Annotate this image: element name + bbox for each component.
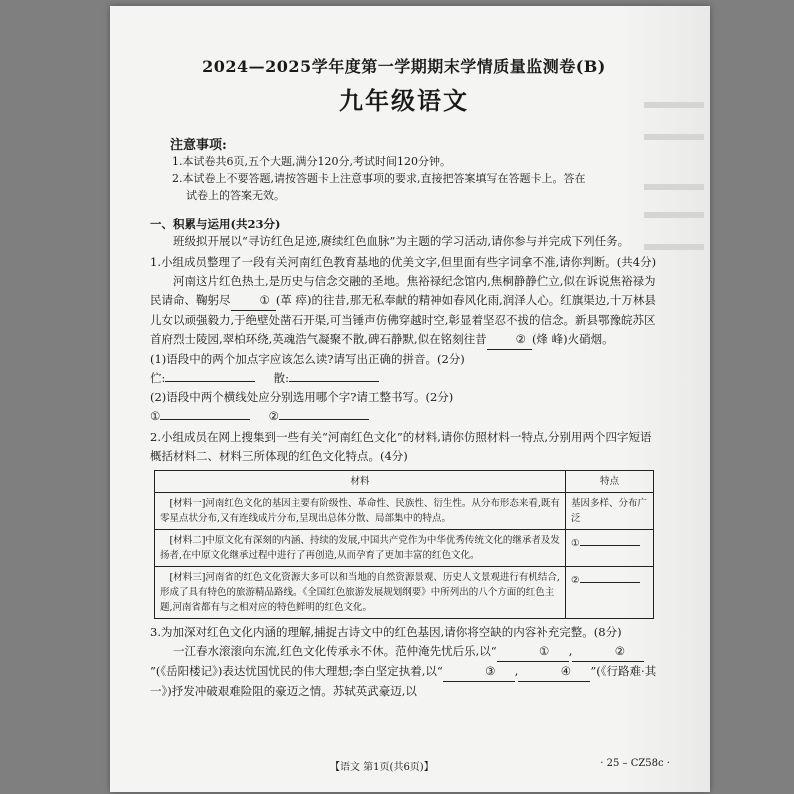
question-1-stem: 1.小组成员整理了一段有关河南红色教育基地的优美文字,但里面有些字词拿不准,请你判断。(共4分) [150,255,657,269]
notice-list [172,153,658,204]
blank-1: ① [231,291,276,311]
answer-line [165,369,255,382]
material-cell: [材料二]中原文化有深刻的内涵、持续的发展,中国共产党作为中华优秀传统文化的继承者及发扬者,在中原文化继承过程中进行了再创造,从而孕育了更加丰富的红色文化。 [155,530,566,567]
table-header: 特点 [566,471,654,493]
blank-q3-3: ③ [443,662,515,682]
exam-title: 2024—2025学年度第一学期期末学情质量监测卷(B) [202,57,606,76]
feature-cell: 基因多样、分布广泛 [566,493,654,530]
answer-line [580,570,640,583]
table-row [155,567,654,619]
table-row [155,493,654,530]
notice-item: 2.本试卷上不要答题,请按答题卡上注意事项的要求,直接把答案填写在答题卡上。答在 [172,172,586,185]
notice-item: 试卷上的答案无效。 [186,189,285,202]
materials-table [154,470,654,619]
answer-line [289,369,379,382]
question-1-passage: 河南这片红色热土,是历史与信念交融的圣地。焦裕禄纪念馆内,焦桐静静伫立,似在诉说焦裕禄为民请命、鞠躬尽 ① (革 瘁)的往昔,那无私奉献的精神如春风化雨,润泽人心。红旗渠边,十万林县儿女以顽强毅力,于绝壁处凿石开渠,可当锤声仿佛穿越时空,彰显着坚忍不拔的信念。新县鄂豫皖苏区首府烈士陵园,翠柏环绕,英魂浩气凝聚不散,碑石静默,似在铭刻往昔 ② (烽 峰)火硝烟。 [150,272,658,350]
page-content [150,46,658,701]
paper-code: · 25 – CZ58c · [600,758,670,769]
notice-item: 1.本试卷共6页,五个大题,满分120分,考试时间120分钟。 [172,155,451,168]
page-number: 【语文 第1页(共6页)】 [330,762,434,773]
question-2-stem: 2.小组成员在网上搜集到一些有关“河南红色文化”的材料,请你仿照材料一特点,分别用两个四字短语概括材料二、材料三所体现的红色文化特点。(4分) [150,430,652,463]
char-answers: ① ② [150,407,658,426]
blank-q3-1: ① [497,642,569,662]
notice-heading: 注意事项: [170,138,227,153]
blank-2: ② [487,330,532,350]
subject-title: 九年级语文 [339,86,469,115]
feature-cell: ① [566,530,654,567]
question-3-stem: 3.为加深对红色文化内涵的理解,捕捉古诗文中的红色基因,请你将空缺的内容补充完整。(8分) [150,625,622,639]
material-cell: [材料三]河南省的红色文化资源大多可以和当地的自然资源景观、历史人文景观进行有机结合,形成了具有特色的旅游精品路线。《全国红色旅游发展规划纲要》中所列出的八个方面的红色主题,河南省都有与之相对应的特色鲜明的红色文化。 [155,567,566,619]
question-1-sub2: (2)语段中两个横线处应分别选用哪个字?请工整书写。(2分) [150,390,454,404]
table-header: 材料 [155,471,566,493]
section-intro: 班级拟开展以“寻访红色足迹,赓续红色血脉”为主题的学习活动,请你参与并完成下列任务。 [173,234,630,248]
answer-line [279,407,369,420]
question-3-passage: 一江春水滚滚向东流,红色文化传承永不休。范仲淹先忧后乐,以“ ① , ②”(《岳阳楼记》)表达忧国忧民的伟大理想;李白坚定执着,以“ ③ , ④ ”(《行路难·其一》)抒发冲破艰难险阻的豪迈之情。苏轼英武豪迈,以 [150,644,657,698]
answer-line [160,407,250,420]
feature-cell: ② [566,567,654,619]
pinyin-answers: 伫: 散: [150,369,658,388]
answer-line [580,533,640,546]
question-1-sub1: (1)语段中的两个加点字应该怎么读?请写出正确的拼音。(2分) [150,352,465,366]
material-cell: [材料一]河南红色文化的基因主要有阶级性、革命性、民族性、衍生性。从分布形态来看,既有零星点状分布,又有连线成片分布,呈现出总体分散、局部集中的特点。 [155,493,566,530]
table-row [155,530,654,567]
blank-q3-4: ④ [518,662,590,682]
blank-q3-2: ② [572,642,644,662]
section-heading: 一、积累与运用(共23分) [150,217,281,231]
exam-sheet [110,6,710,792]
